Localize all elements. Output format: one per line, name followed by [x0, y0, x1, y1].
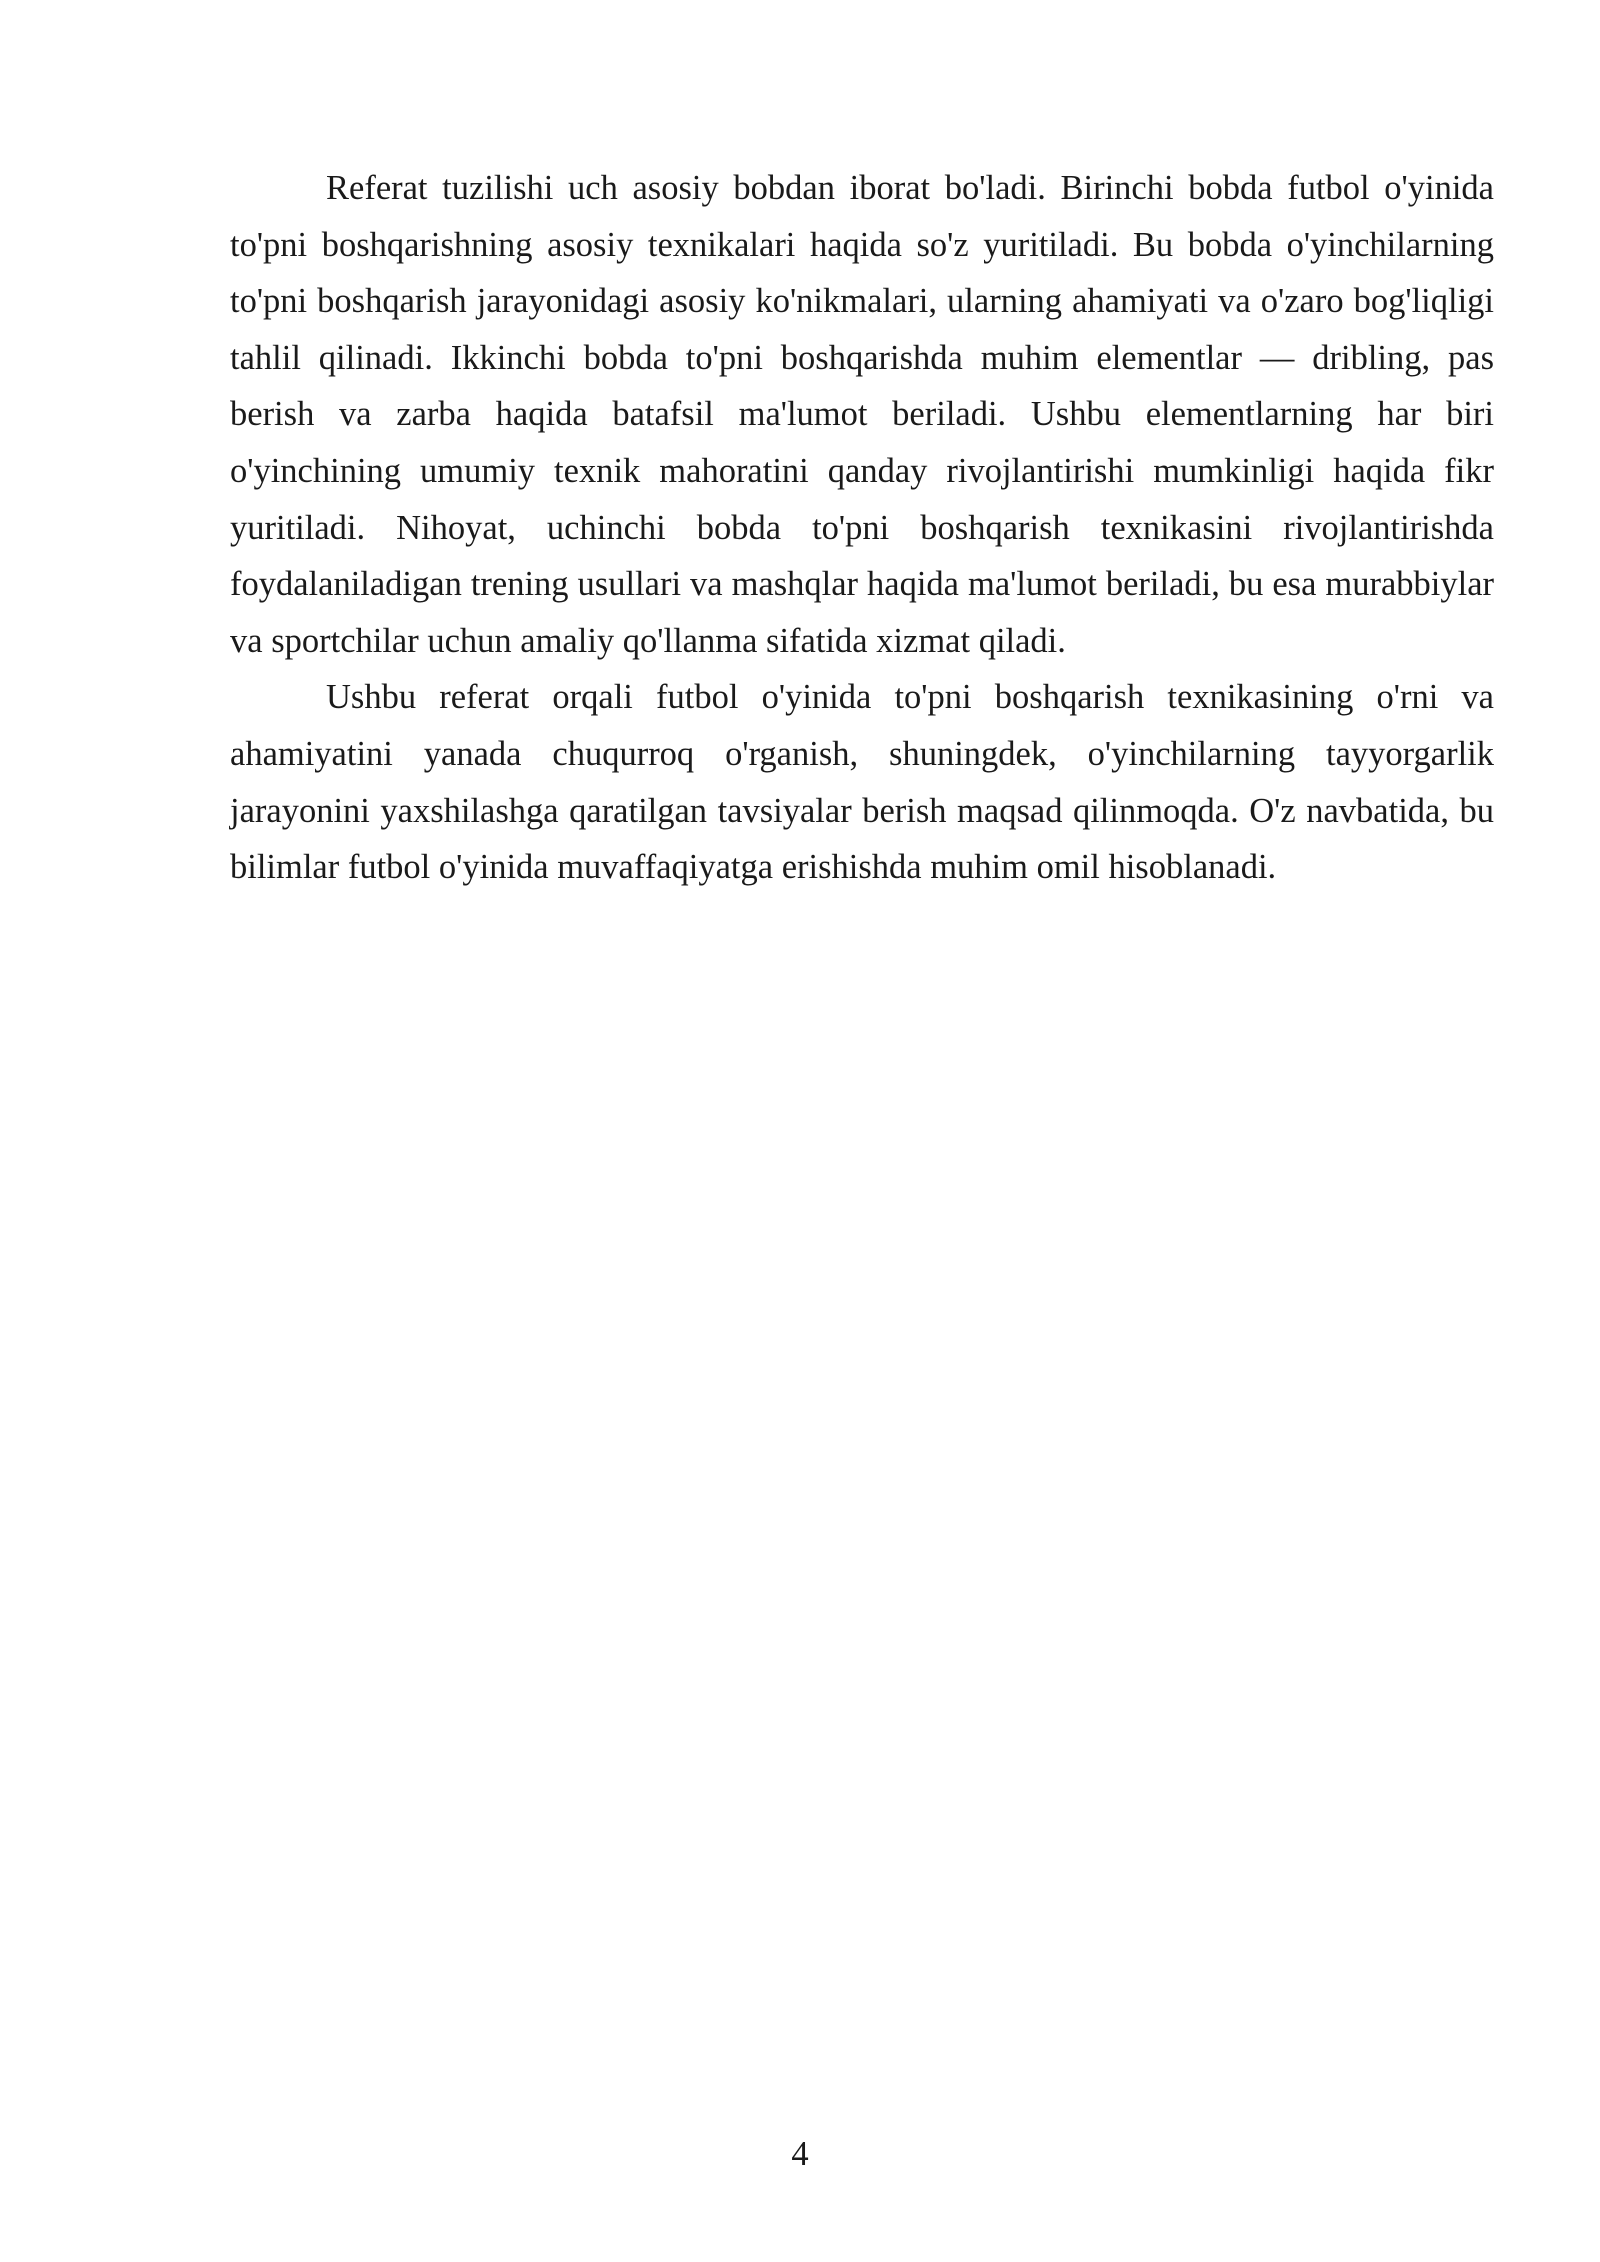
paragraph-1: Referat tuzilishi uch asosiy bobdan iborat bo'ladi. Birinchi bobda futbol o'yinida to'pni boshqarishning asosiy texnikalari haqida so'z yuritiladi. Bu bobda o'yinchilarning to'pni boshqarish jarayonidagi asosiy ko'nikmalari, ularning ahamiyati va o'zaro bog'liqligi tahlil qilinadi. Ikkinchi bobda to'pni boshqarishda muhim elementlar — dribling, pas berish va zarba haqida batafsil ma'lumot beriladi. Ushbu elementlarning har biri o'yinchining umumiy texnik mahoratini qanday rivojlantirishi mumkinligi haqida fikr yuritiladi. Nihoyat, uchinchi bobda to'pni boshqarish texnikasini rivojlantirishda foydalaniladigan trening usullari va mashqlar haqida ma'lumot beriladi, bu esa murabbiylar va sportchilar uchun amaliy qo'llanma sifatida xizmat qiladi. — [230, 169, 1494, 660]
page-number: 4 — [791, 2135, 809, 2173]
paragraph-2: Ushbu referat orqali futbol o'yinida to'pni boshqarish texnikasining o'rni va ahamiyatini yanada chuqurroq o'rganish, shuningdek, o'yinchilarning tayyorgarlik jarayonini yaxshilashga qaratilgan tavsiyalar berish maqsad qilinmoqda. O'z navbatida, bu bilimlar futbol o'yinida muvaffaqiyatga erishishda muhim omil hisoblanadi. — [230, 678, 1494, 887]
body-text — [230, 160, 1494, 896]
